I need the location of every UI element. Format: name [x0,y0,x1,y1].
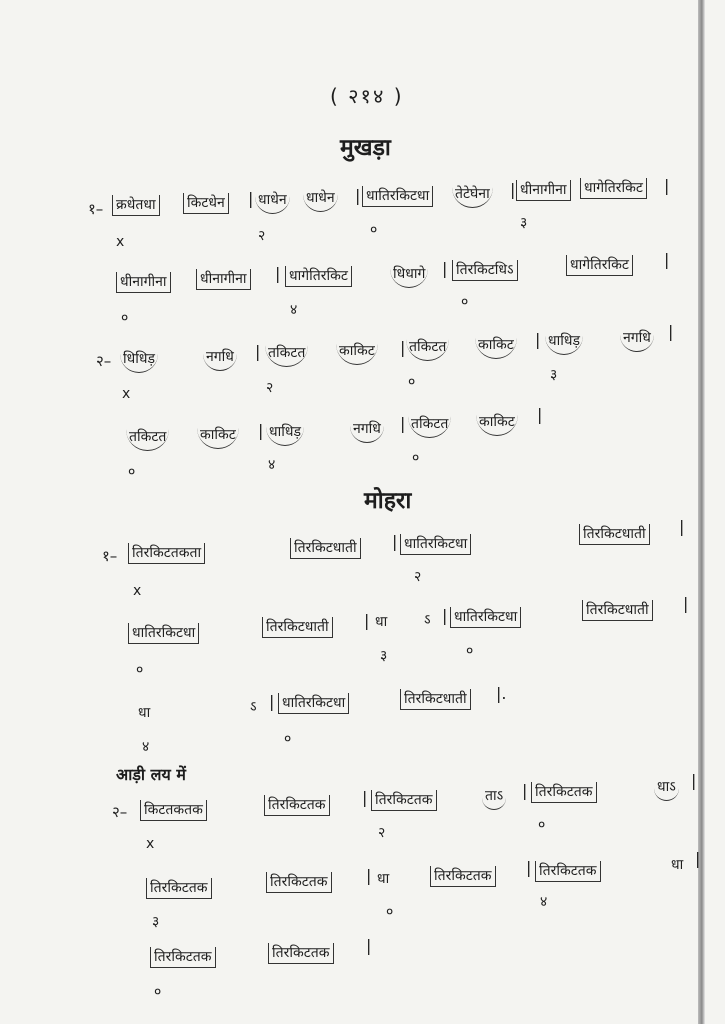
bar-line: | [362,788,368,807]
bol: धीनागीना [516,180,571,201]
bol: धागेतिरकिट [285,266,352,287]
tala-mark: ४ [540,894,548,910]
page-number: ( २१४ ) [330,84,404,108]
tala-mark: ० [412,450,420,466]
bol: तिरकिटधाती [400,689,471,710]
tala-mark: ० [466,643,474,659]
bar-line: | [400,338,406,357]
bol: तिरकिटधाती [262,617,333,638]
bar-line: | [366,866,372,885]
tala-mark: x [122,386,131,402]
bol: धीनागीना [196,269,251,290]
tala-mark: ० [461,294,469,310]
line-number: २– [112,803,128,821]
bol: तिरकिटतक [531,782,597,803]
tala-mark: x [116,234,125,250]
bol: धा [377,871,390,887]
tala-mark: ३ [380,648,388,664]
bol: काकिट [336,341,378,365]
bol: काकिट [476,412,518,436]
bar-line: | [510,180,516,199]
line-number: १– [102,547,118,565]
bar-line: | [255,342,261,361]
bol: ताऽ [482,786,506,810]
bol: तिरकिटतक [268,943,334,964]
bar-line: | [664,250,670,269]
bol: तिरकिटधाती [579,524,650,545]
tala-mark: ० [121,310,129,326]
bar-line: | [668,322,674,341]
bol: ऽ [250,699,257,715]
bar-line: | [392,532,398,551]
bar-line: | [683,594,689,613]
bol: धातिरकिटधा [128,623,199,644]
bol: तिरकिटतक [264,795,330,816]
bol: धातिरकिटधा [278,693,349,714]
bol: तिरकिटतक [430,866,496,887]
bol: तेटेघेना [452,184,493,208]
tala-mark: ० [284,731,292,747]
bol: धा [375,614,388,630]
tala-mark: ३ [152,914,160,930]
bol: काकिट [197,425,239,449]
section-heading-mohra: मोहरा [364,488,412,514]
tala-mark: ० [128,464,136,480]
bol: तिरकिटधाती [290,538,361,559]
bol: धागेतिरकिट [566,255,633,276]
bar-line: | [258,421,264,440]
bol: धाधिड़ [545,331,583,355]
bol: धाऽ [654,777,679,801]
tala-mark: ४ [142,739,150,755]
bol: धातिरकिटधा [450,607,521,628]
bol: तिरकिटतक [266,872,332,893]
bol: धा [671,857,684,873]
line-number: १– [88,200,104,218]
bol: नगधि [350,419,384,443]
tala-mark: x [146,836,155,852]
bol: क्रधेतधा [112,195,160,216]
tala-mark: ० [136,662,144,678]
bar-line: | [691,771,697,790]
tala-mark: ० [538,817,546,833]
bol: तिरकिटधाती [582,600,653,621]
bol: तिरकिटतक [535,861,601,882]
bol: नगधि [620,328,654,352]
bol: तिरकिटतक [146,878,212,899]
bar-line: | [366,936,372,955]
bar-line: | [526,858,532,877]
bol: तकिटत [126,427,169,451]
tala-mark: ४ [290,302,298,318]
bar-line: | [364,611,370,630]
bol: तकिटत [406,337,449,361]
bol: धीनागीना [116,272,171,293]
tala-mark: ४ [268,457,276,473]
tala-mark: ३ [550,367,558,383]
bol: किटतकतक [140,800,207,821]
bol: तिरकिटतक [371,790,437,811]
bar-line: | [664,176,670,195]
bol: तकिटत [265,343,308,367]
bol: नगधि [203,347,237,371]
bar-line: | [522,781,528,800]
bol: धागेतिरकिट [580,178,647,199]
bol: तिरकिटधिऽ [452,260,518,281]
bar-line: | [695,849,701,868]
bol: तिरकिटतक [150,947,216,968]
bar-line: | [679,517,685,536]
tala-mark: ० [370,222,378,238]
bol: धा [138,705,151,721]
tala-mark: x [133,583,142,599]
bar-line: | [275,264,281,283]
tala-mark: ३ [520,215,528,231]
page-edge-shadow [698,0,705,1024]
bol: धाधिड़ [266,422,304,446]
bol: धातिरकिटधा [362,186,433,207]
section-heading-mukhda: मुखड़ा [340,135,391,161]
bar-line: | [535,330,541,349]
bol: धिधिड़ [120,349,158,373]
bar-line: | [269,692,275,711]
bol: काकिट [475,335,517,359]
bol: किटधेन [183,193,229,214]
bol: तिरकिटतकता [128,543,205,564]
bar-line: | [442,259,448,278]
tala-mark: २ [266,380,274,396]
bar-line: |. [496,684,507,703]
bar-line: | [248,189,254,208]
bar-line: | [537,405,543,424]
bar-line: | [355,186,361,205]
tala-mark: ० [408,374,416,390]
tala-mark: २ [258,228,266,244]
bol: धातिरकिटधा [400,534,471,555]
bol: धाधेन [303,188,338,212]
bol: धाधेन [255,190,290,214]
tala-mark: २ [378,825,386,841]
line-number: २– [96,352,112,370]
sub-heading-adi-lay: आड़ी लय में [116,765,186,784]
bar-line: | [400,414,406,433]
bar-line: | [442,606,448,625]
bol: तकिटत [408,414,451,438]
tala-mark: ० [154,984,162,1000]
tala-mark: ० [386,904,394,920]
bol: ऽ [424,612,431,628]
tala-mark: २ [414,569,422,585]
bol: धिधागे [390,264,428,288]
